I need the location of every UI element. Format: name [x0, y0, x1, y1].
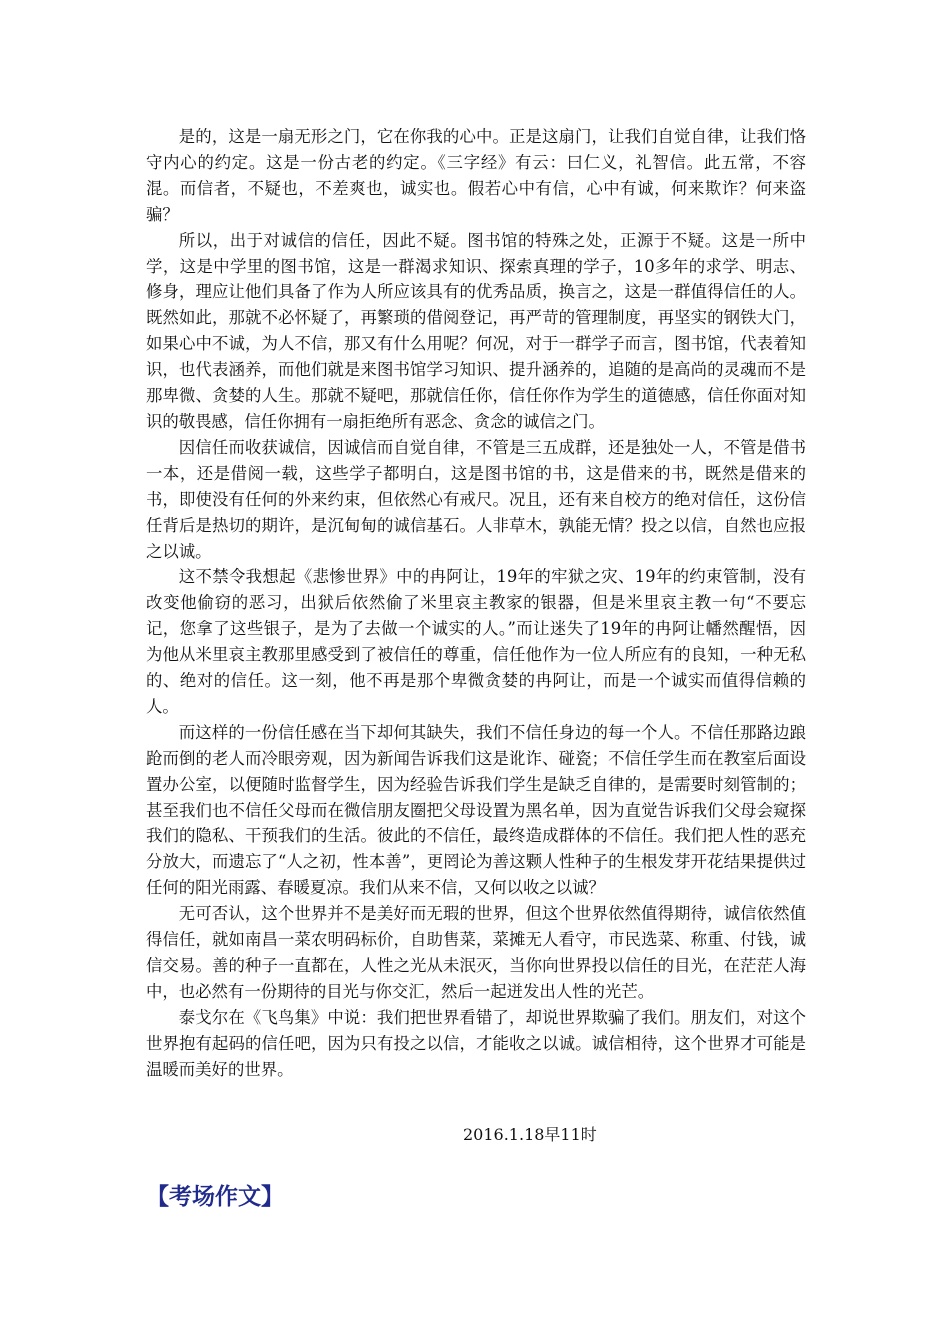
- essay-paragraph: 泰戈尔在《飞鸟集》中说：我们把世界看错了，却说世界欺骗了我们。朋友们，对这个世界抱有起码的信任吧，因为只有投之以信，才能收之以诚。诚信相待，这个世界才可能是温暖而美好的世界。: [146, 1007, 806, 1079]
- essay-paragraph: 因信任而收获诚信，因诚信而自觉自律，不管是三五成群，还是独处一人，不管是借书一本，还是借阅一载，这些学子都明白，这是图书馆的书，这是借来的书，既然是借来的书，即使没有任何的外来约束，但依然心有戒尺。况且，还有来自校方的绝对信任，这份信任背后是热切的期许，是沉甸甸的诚信基石。人非草木，孰能无情？投之以信，自然也应报之以诚。: [146, 437, 806, 561]
- essay-body: [146, 124, 806, 1083]
- essay-paragraph: 这不禁令我想起《悲惨世界》中的冉阿让，19年的牢狱之灾、19年的约束管制，没有改变他偷窃的恶习，出狱后依然偷了米里哀主教家的银器，但是米里哀主教一句“不要忘记，您拿了这些银子，是为了去做一个诚实的人。”而让迷失了19年的冉阿让幡然醒悟，因为他从米里哀主教那里感受到了被信任的尊重，信任他作为一位人所应有的良知，一种无私的、绝对的信任。这一刻，他不再是那个卑微贪婪的冉阿让，而是一个诚实而值得信赖的人。: [146, 567, 806, 716]
- essay-dateline: 2016.1.18早11时: [463, 1125, 597, 1144]
- essay-paragraph: 而这样的一份信任感在当下却何其缺失，我们不信任身边的每一个人。不信任那路边踉跄而倒的老人而冷眼旁观，因为新闻告诉我们这是讹诈、碰瓷；不信任学生而在教室后面设置办公室，以便随时监督学生，因为经验告诉我们学生是缺乏自律的，是需要时刻管制的；甚至我们也不信任父母而在微信朋友圈把父母设置为黑名单，因为直觉告诉我们父母会窥探我们的隐私、干预我们的生活。彼此的不信任，最终造成群体的不信任。我们把人性的恶充分放大，而遗忘了“人之初，性本善”，更罔论为善这颗人性种子的生根发芽开花结果提供过任何的阳光雨露、春暖夏凉。我们从来不信，又何以收之以诚？: [146, 722, 806, 898]
- section-heading: 【考场作文】: [146, 1184, 284, 1210]
- essay-paragraph: 是的，这是一扇无形之门，它在你我的心中。正是这扇门，让我们自觉自律，让我们恪守内心的约定。这是一份古老的约定。《三字经》有云：曰仁义，礼智信。此五常，不容混。而信者，不疑也，不差爽也，诚实也。假若心中有信，心中有诚，何来欺诈？何来盗骗？: [146, 127, 806, 224]
- essay-paragraph: 所以，出于对诚信的信任，因此不疑。图书馆的特殊之处，正源于不疑。这是一所中学，这是中学里的图书馆，这是一群渴求知识、探索真理的学子，10多年的求学、明志、修身，理应让他们具备了作为人所应该具有的优秀品质，换言之，这是一群值得信任的人。既然如此，那就不必怀疑了，再繁琐的借阅登记，再严苛的管理制度，再坚实的钢铁大门，如果心中不诚，为人不信，那又有什么用呢？何况，对于一群学子而言，图书馆，代表着知识，也代表涵养，而他们就是来图书馆学习知识、提升涵养的，追随的是高尚的灵魂而不是那卑微、贪婪的人生。那就不疑吧，那就信任你，信任你作为学生的道德感，信任你面对知识的敬畏感，信任你拥有一扇拒绝所有恶念、贪念的诚信之门。: [146, 230, 806, 431]
- essay-paragraph: 无可否认，这个世界并不是美好而无瑕的世界，但这个世界依然值得期待，诚信依然值得信任，就如南昌一菜农明码标价，自助售菜，菜摊无人看守，市民选菜、称重、付钱，诚信交易。善的种子一直都在，人性之光从未泯灭，当你向世界投以信任的目光，在茫茫人海中，也必然有一份期待的目光与你交汇，然后一起迸发出人性的光芒。: [146, 904, 806, 1001]
